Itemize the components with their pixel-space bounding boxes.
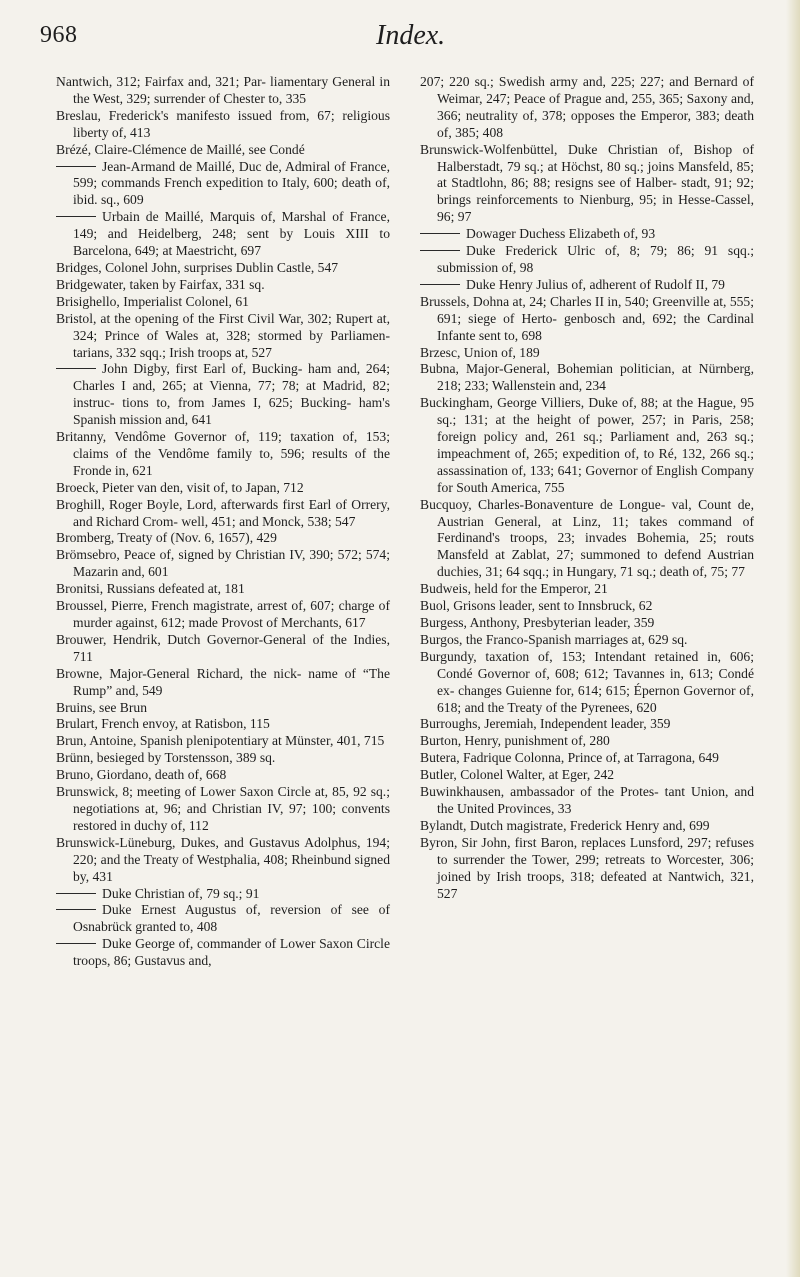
repeat-dash	[56, 368, 96, 369]
repeat-dash	[420, 250, 460, 251]
index-entry	[420, 142, 754, 227]
index-entry-text: Buckingham, George Villiers, Duke of, 88; at the Hague, 95 sq.; 131; at the height of power, 257; in Paris, 258; foreign policy and, 261 sq.; Parliament and, 263 sq.; impeachment of, 265; expedition of, to Ré, 132, 266 sq.; assassination of, 133; 641; Governor of English Company for South America, 755	[420, 395, 754, 495]
index-entry	[56, 784, 390, 835]
index-entry-text: Broussel, Pierre, French magistrate, arrest of, 607; charge of murder against, 612; made Provost of Merchants, 617	[56, 598, 390, 630]
index-entry	[420, 277, 754, 294]
index-entry-text: Breslau, Frederick's manifesto issued from, 67; religious liberty of, 413	[56, 107, 390, 140]
index-entry-text: Brünn, besieged by Torstensson, 389 sq.	[56, 750, 276, 766]
index-entry-text: Burgess, Anthony, Presbyterian leader, 359	[420, 615, 655, 630]
index-entry	[56, 294, 390, 311]
index-entry	[420, 835, 754, 903]
index-entry-text: Budweis, held for the Emperor, 21	[420, 581, 608, 597]
index-entry	[56, 311, 390, 362]
index-entry-text: Bridgewater, taken by Fairfax, 331 sq.	[56, 276, 265, 292]
index-entry	[420, 716, 754, 733]
index-entry-text: Browne, Major-General Richard, the nick- name of “The Rump” and, 549	[56, 665, 390, 698]
index-entry-text: Brunswick-Lüneburg, Dukes, and Gustavus Adolphus, 194; 220; and the Treaty of Westphalia, 408; Rheinbund signed by, 431	[56, 834, 390, 884]
index-entry-text: Bruno, Giordano, death of, 668	[56, 767, 227, 783]
index-entry-text: Bridges, Colonel John, surprises Dublin Castle, 547	[56, 259, 339, 275]
index-entry	[420, 649, 754, 717]
index-entry-text: Burgundy, taxation of, 153; Intendant retained in, 606; Condé Governor of, 608; 612; Tavannes in, 613; Condé ex- changes Guienne for, 614; 615; Épernon Governor of, 618; and the Treaty of the Pyrenees, 620	[420, 648, 754, 715]
repeat-dash	[56, 943, 96, 944]
index-entry-text: Burton, Henry, punishment of, 280	[420, 733, 610, 749]
index-entry	[420, 750, 754, 767]
page-number: 968	[40, 22, 78, 48]
index-entry	[56, 598, 390, 632]
index-entry	[56, 547, 390, 581]
left-column	[56, 74, 390, 970]
index-entry	[56, 581, 390, 598]
index-entry	[56, 835, 390, 886]
index-entry	[420, 581, 754, 598]
index-entry	[420, 497, 754, 582]
index-entry-text: Bruins, see Brun	[56, 699, 147, 715]
index-entry	[420, 345, 754, 362]
index-entry-text: Nantwich, 312; Fairfax and, 321; Par- liamentary General in the West, 329; surrender of Chester to, 335	[56, 74, 390, 106]
repeat-dash	[56, 216, 96, 217]
index-entry	[420, 243, 754, 277]
right-column	[420, 74, 754, 902]
index-entry-text: Brunswick-Wolfenbüttel, Duke Christian of, Bishop of Halberstadt, 79 sq.; at Höchst, 80 sq.; joins Mansfeld, 85; at Stadtlohn, 86; 88; resigns see of Halber- stadt, 91; 92; brings reinforcements to Nienburg, 95; in Hesse-Cassel, 96; 97	[420, 141, 754, 225]
index-entry	[56, 108, 390, 142]
index-entry	[56, 480, 390, 497]
index-entry-text: Burroughs, Jeremiah, Independent leader, 359	[420, 716, 671, 732]
index-entry-text: John Digby, first Earl of, Bucking- ham and, 264; Charles I and, 265; at Vienna, 77; 78; at Madrid, 82; instruc- tions to, from James I, 625; Bucking- ham's Spanish mission and, 641	[73, 361, 390, 428]
index-entry-text: 207; 220 sq.; Swedish army and, 225; 227; and Bernard of Weimar, 247; Peace of Prague and, 255, 365; Saxony and, 366; neutrality of, 378; opposes the Emperor, 383; death of, 385; 408	[420, 74, 754, 140]
page-header	[0, 20, 800, 60]
repeat-dash	[420, 284, 460, 285]
index-entry	[420, 784, 754, 818]
index-entry-text: Duke Frederick Ulric of, 8; 79; 86; 91 sqq.; submission of, 98	[437, 243, 754, 275]
index-entry-text: Duke George of, commander of Lower Saxon Circle troops, 86; Gustavus and,	[73, 936, 390, 969]
index-entry	[56, 159, 390, 210]
index-entry-text: Bronitsi, Russians defeated at, 181	[56, 581, 245, 597]
index-entry	[56, 429, 390, 480]
index-entry-text: Urbain de Maillé, Marquis of, Marshal of France, 149; and Heidelberg, 248; sent by Louis XIII to Barcelona, 649; at Maestricht, 697	[73, 209, 390, 259]
index-entry	[420, 733, 754, 750]
index-entry	[56, 750, 390, 767]
index-entry-text: Broeck, Pieter van den, visit of, to Japan, 712	[56, 479, 304, 495]
index-entry	[56, 767, 390, 784]
index-entry	[56, 733, 390, 750]
repeat-dash	[56, 909, 96, 910]
index-entry	[56, 361, 390, 429]
index-entry-text: Brulart, French envoy, at Ratisbon, 115	[56, 716, 270, 732]
index-entry	[420, 632, 754, 649]
index-entry	[56, 497, 390, 531]
index-entry-text: Brouwer, Hendrik, Dutch Governor-General of the Indies, 711	[56, 631, 390, 664]
index-entry-text: Bylandt, Dutch magistrate, Frederick Henry and, 699	[420, 817, 710, 833]
index-entry-text: Duke Christian of, 79 sq.; 91	[102, 885, 260, 901]
index-entry	[56, 209, 390, 260]
repeat-dash	[420, 233, 460, 234]
index-entry-text: Butler, Colonel Walter, at Eger, 242	[420, 767, 615, 783]
index-entry-text: Broghill, Roger Boyle, Lord, afterwards first Earl of Orrery, and Richard Crom- well, 451; and Monck, 538; 547	[56, 496, 390, 529]
index-entry	[56, 260, 390, 277]
index-entry-text: Jean-Armand de Maillé, Duc de, Admiral of France, 599; commands French expedition to Italy, 600; death of, ibid. sq., 609	[73, 158, 390, 208]
index-entry-text: Brun, Antoine, Spanish plenipotentiary at Münster, 401, 715	[56, 733, 385, 749]
index-entry	[56, 700, 390, 717]
index-entry-text: Brézé, Claire-Clémence de Maillé, see Condé	[56, 141, 305, 157]
index-entry-text: Bucquoy, Charles-Bonaventure de Longue- val, Count de, Austrian General, at Linz, 11; takes command of Ferdinand's troops, 23; invades Bohemia, 25; routs Mansfeld at Zablat, 27; summoned to defend Austrian duchies, 31; 64 sqq.; in Hungary, 71 sq.; death of, 75; 77	[420, 496, 754, 580]
index-entry-text: Britanny, Vendôme Governor of, 119; taxation of, 153; claims of the Vendôme family to, 596; results of the Fronde in, 621	[56, 429, 390, 478]
index-entry	[56, 716, 390, 733]
index-entry	[56, 530, 390, 547]
index-entry-text: Brussels, Dohna at, 24; Charles II in, 540; Greenville at, 555; 691; siege of Herto- genbosch and, 692; the Cardinal Infante sent to, 698	[420, 293, 754, 343]
index-entry-text: Dowager Duchess Elizabeth of, 93	[466, 226, 656, 242]
index-entry-text: Bristol, at the opening of the First Civil War, 302; Rupert at, 324; Prince of Wales at, 328; stormed by Parliamen- tarians, 332 sqq.; Irish troops at, 527	[56, 310, 390, 360]
index-entry-text: Byron, Sir John, first Baron, replaces Lunsford, 297; refuses to surrender the Tower, 299; retreats to Worcester, 306; joined by Irish troops, 318; defeated at Nantwich, 321, 527	[420, 834, 754, 901]
index-entry	[420, 395, 754, 496]
index-entry	[420, 818, 754, 835]
index-entry-text: Burgos, the Franco-Spanish marriages at, 629 sq.	[420, 631, 688, 647]
index-entry-text: Brisighello, Imperialist Colonel, 61	[56, 293, 249, 309]
index-entry	[420, 598, 754, 615]
index-entry-text: Butera, Fadrique Colonna, Prince of, at Tarragona, 649	[420, 750, 719, 766]
index-entry-text: Bromberg, Treaty of (Nov. 6, 1657), 429	[56, 530, 277, 546]
index-entry-text: Duke Henry Julius of, adherent of Rudolf II, 79	[466, 276, 725, 292]
index-entry-text: Buwinkhausen, ambassador of the Protes- tant Union, and the United Provinces, 33	[420, 784, 754, 816]
repeat-dash	[56, 893, 96, 894]
index-entry	[420, 767, 754, 784]
index-entry	[56, 666, 390, 700]
index-entry	[56, 74, 390, 108]
index-entry-text: Buol, Grisons leader, sent to Innsbruck, 62	[420, 598, 653, 614]
page-edge-shadow	[786, 0, 800, 1277]
index-entry	[56, 277, 390, 294]
index-entry	[56, 632, 390, 666]
running-title: Index.	[376, 20, 446, 51]
index-entry	[420, 74, 754, 142]
index-entry	[420, 615, 754, 632]
index-entry	[56, 902, 390, 936]
index-entry	[56, 886, 390, 903]
index-entry-text: Brömsebro, Peace of, signed by Christian IV, 390; 572; 574; Mazarin and, 601	[56, 547, 390, 580]
index-entry-text: Duke Ernest Augustus of, reversion of see of Osnabrück granted to, 408	[73, 902, 390, 935]
index-entry	[420, 361, 754, 395]
index-entry	[420, 294, 754, 345]
index-entry-text: Brzesc, Union of, 189	[420, 344, 540, 360]
index-entry	[56, 142, 390, 159]
index-entry-text: Brunswick, 8; meeting of Lower Saxon Circle at, 85, 92 sq.; negotiations at, 96; and Christian IV, 97; 100; convents restored in duchy of, 112	[56, 784, 390, 833]
repeat-dash	[56, 166, 96, 167]
index-entry	[56, 936, 390, 970]
index-columns	[0, 74, 800, 1264]
index-entry	[420, 226, 754, 243]
index-entry-text: Bubna, Major-General, Bohemian politician, at Nürnberg, 218; 233; Wallenstein and, 234	[420, 361, 754, 394]
